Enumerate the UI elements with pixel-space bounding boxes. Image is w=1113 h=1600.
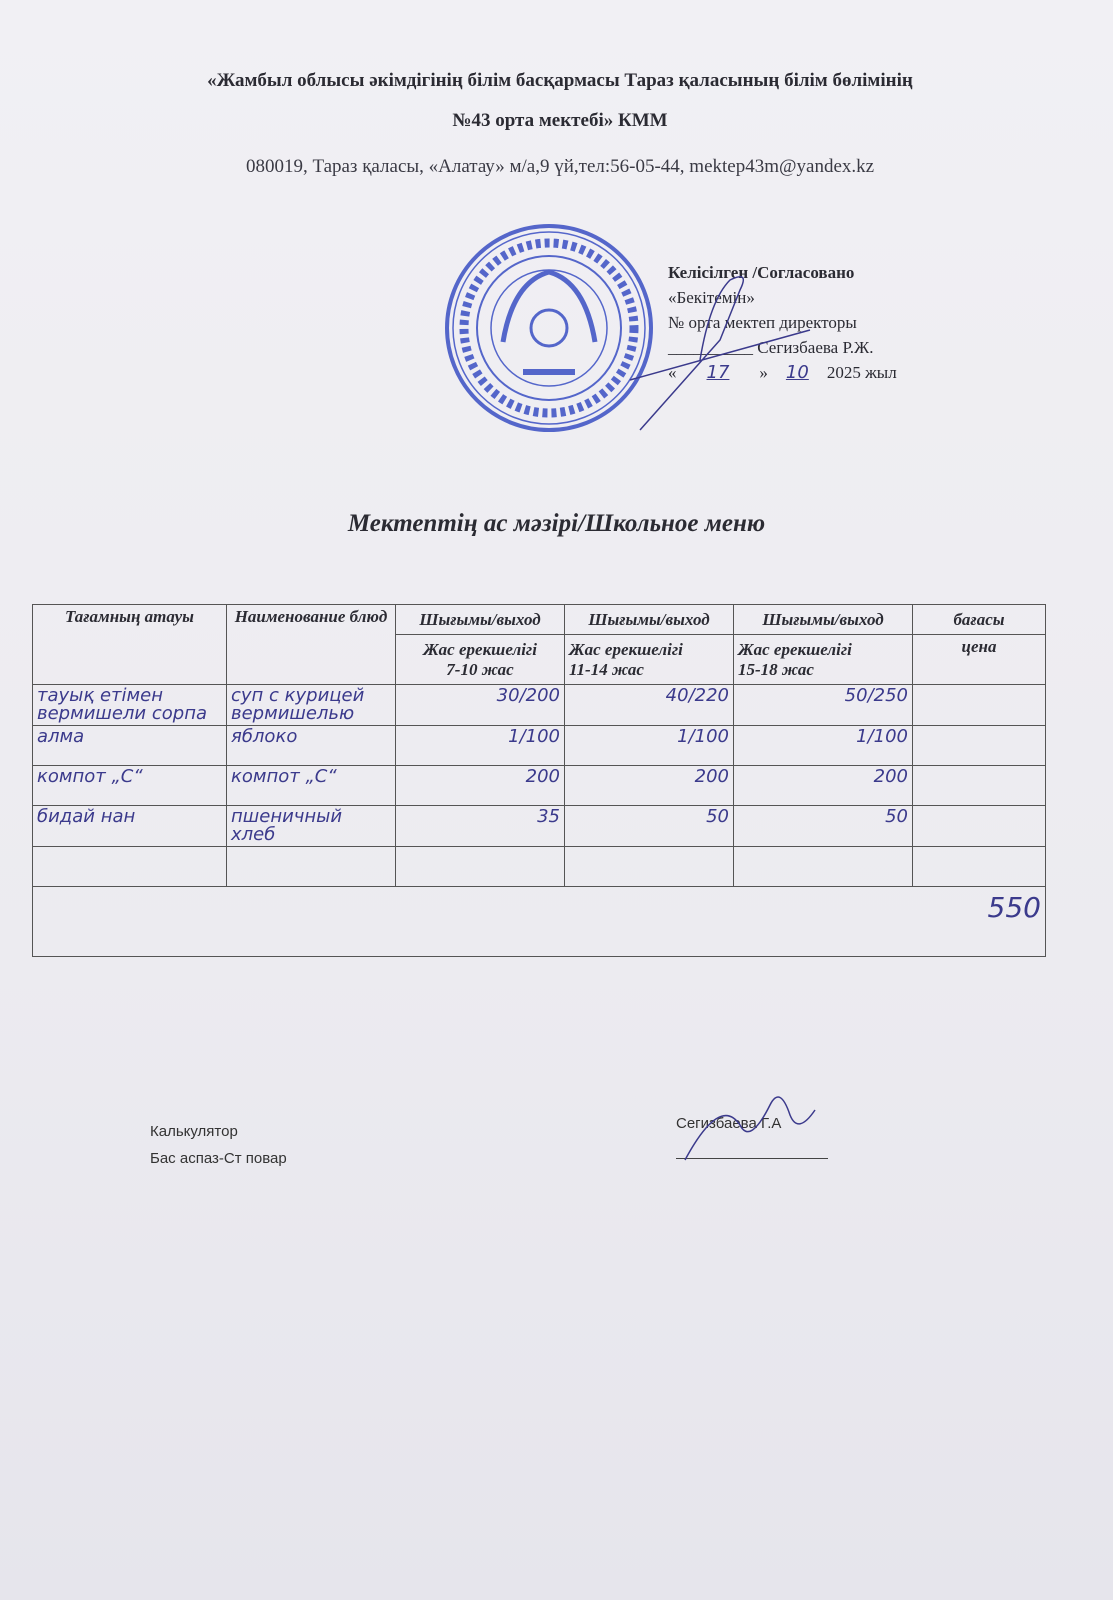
- table-row: [33, 806, 1046, 847]
- date-day: 17: [706, 362, 730, 383]
- header-age-2: Жас ерекшелігі 11-14 жас: [565, 635, 734, 685]
- cell-name-kz: алма: [33, 726, 227, 766]
- table-row: [33, 847, 1046, 887]
- cell-age3: 1/100: [734, 726, 913, 766]
- total-price: 550: [33, 887, 1046, 957]
- header-price-ru: цена: [913, 635, 1046, 685]
- header-output-1: Шығымы/выход: [396, 605, 565, 635]
- cell-name-ru: компот „С“: [227, 766, 396, 806]
- header-price-kz: бағасы: [913, 605, 1046, 635]
- cell-name-ru: суп с курицей вермишелью: [227, 685, 396, 726]
- cell-age3: 200: [734, 766, 913, 806]
- cell-name-kz: компот „С“: [33, 766, 227, 806]
- header-age-3: Жас ерекшелігі 15-18 жас: [734, 635, 913, 685]
- table-row: [33, 766, 1046, 806]
- date-month: 10: [785, 362, 809, 383]
- cell-name-ru: пшеничный хлеб: [227, 806, 396, 847]
- header-age-1: Жас ерекшелігі 7-10 жас: [396, 635, 565, 685]
- table-row: [33, 726, 1046, 766]
- cell-age2: [565, 847, 734, 887]
- cell-age3: [734, 847, 913, 887]
- address: 080019, Тараз қаласы, «Алатау» м/а,9 үй,тел:56-05-44, mektep43m@yandex.kz: [245, 156, 875, 177]
- cell-price: [913, 685, 1046, 726]
- menu-table: [32, 604, 1046, 957]
- header-name-kz: Тағамның атауы: [33, 605, 227, 685]
- director-name: __________ Сегизбаева Р.Ж.: [668, 338, 874, 357]
- cell-price: [913, 726, 1046, 766]
- director-signature-icon: [600, 250, 840, 440]
- cell-name-kz: тауық етімен вермишели сорпа: [33, 685, 227, 726]
- cell-age1: [396, 847, 565, 887]
- org-name-line2: №43 орта мектебі» КММ: [452, 110, 668, 131]
- approve-label: «Бекітемін»: [668, 288, 755, 307]
- cell-age2: 200: [565, 766, 734, 806]
- cell-age1: 30/200: [396, 685, 565, 726]
- date-year: 2025 жыл: [826, 363, 897, 382]
- cell-age3: 50/250: [734, 685, 913, 726]
- cell-age3: 50: [734, 806, 913, 847]
- org-name-line1: «Жамбыл облысы әкімдігінің білім басқармасы Тараз қаласының білім бөлімінің: [207, 70, 913, 91]
- cell-name-kz: бидай нан: [33, 806, 227, 847]
- table-row: [33, 685, 1046, 726]
- approval-date: « 17 » 10 2025 жыл: [668, 362, 897, 383]
- header-output-3: Шығымы/выход: [734, 605, 913, 635]
- cell-age1: 35: [396, 806, 565, 847]
- total-row: [33, 887, 1046, 957]
- header-name-ru: Наименование блюд: [227, 605, 396, 685]
- header-output-2: Шығымы/выход: [565, 605, 734, 635]
- cook-label: Бас аспаз-Ст повар: [150, 1150, 287, 1167]
- cell-age2: 1/100: [565, 726, 734, 766]
- cell-price: [913, 847, 1046, 887]
- cell-age1: 1/100: [396, 726, 565, 766]
- agreed-label: Келісілген /Согласовано: [668, 263, 855, 282]
- cell-name-kz: [33, 847, 227, 887]
- page-title: Мектептің ас мәзірі/Школьное меню: [347, 510, 766, 537]
- cell-name-ru: [227, 847, 396, 887]
- cook-signature-icon: [680, 1085, 830, 1165]
- cell-age2: 40/220: [565, 685, 734, 726]
- cell-name-ru: яблоко: [227, 726, 396, 766]
- cell-age1: 200: [396, 766, 565, 806]
- cell-age2: 50: [565, 806, 734, 847]
- director-title: № орта мектеп директоры: [668, 313, 857, 332]
- calculator-label: Калькулятор: [150, 1123, 238, 1140]
- cell-price: [913, 806, 1046, 847]
- cook-name: Сегизбаева Г.А: [676, 1115, 782, 1132]
- cell-price: [913, 766, 1046, 806]
